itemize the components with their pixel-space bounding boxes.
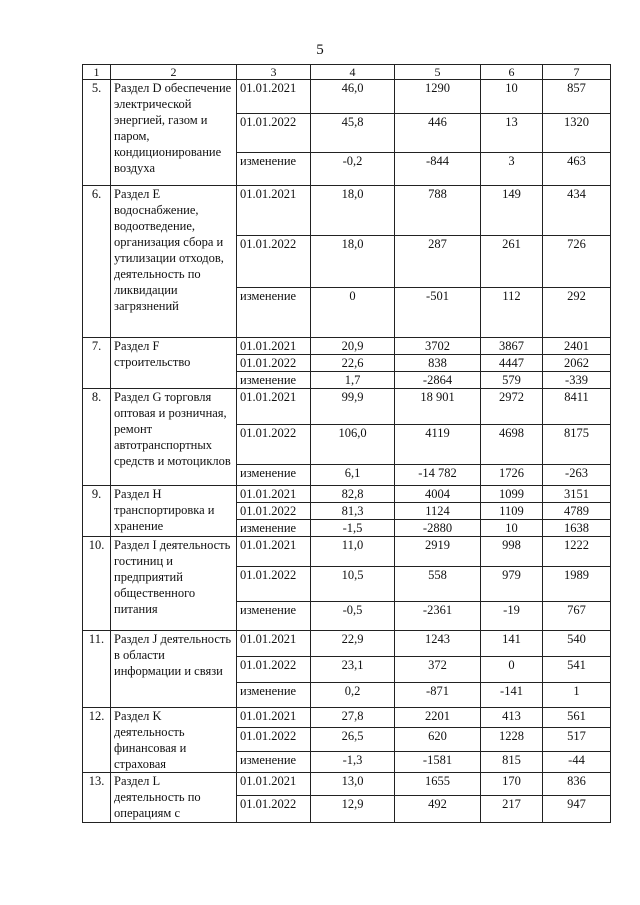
value-cell: 2972 bbox=[481, 389, 543, 425]
value-cell: 372 bbox=[395, 657, 481, 683]
value-cell: 1989 bbox=[543, 567, 611, 602]
date-cell: изменение bbox=[237, 288, 311, 338]
value-cell: 1222 bbox=[543, 537, 611, 567]
value-cell: 463 bbox=[543, 153, 611, 186]
date-cell: изменение bbox=[237, 372, 311, 389]
value-cell: 3867 bbox=[481, 338, 543, 355]
value-cell: 1243 bbox=[395, 631, 481, 657]
value-cell: 18,0 bbox=[311, 186, 395, 236]
value-cell: 1228 bbox=[481, 728, 543, 752]
value-cell: 217 bbox=[481, 796, 543, 823]
header-cell: 1 bbox=[83, 65, 111, 80]
value-cell: -871 bbox=[395, 683, 481, 708]
date-cell: 01.01.2022 bbox=[237, 796, 311, 823]
value-cell: 541 bbox=[543, 657, 611, 683]
value-cell: -1581 bbox=[395, 751, 481, 772]
value-cell: 788 bbox=[395, 186, 481, 236]
value-cell: 6,1 bbox=[311, 465, 395, 486]
value-cell: 112 bbox=[481, 288, 543, 338]
value-cell: -2880 bbox=[395, 520, 481, 537]
date-cell: 01.01.2021 bbox=[237, 537, 311, 567]
section-name: Раздел G торговля оптовая и розничная, ремонт автотранспортных средств и мотоциклов bbox=[111, 389, 237, 486]
value-cell: 292 bbox=[543, 288, 611, 338]
value-cell: 2919 bbox=[395, 537, 481, 567]
value-cell: 23,1 bbox=[311, 657, 395, 683]
value-cell: 561 bbox=[543, 708, 611, 728]
value-cell: -2864 bbox=[395, 372, 481, 389]
value-cell: 857 bbox=[543, 80, 611, 114]
value-cell: 26,5 bbox=[311, 728, 395, 752]
section-number: 6. bbox=[83, 186, 111, 338]
value-cell: -1,5 bbox=[311, 520, 395, 537]
date-cell: 01.01.2022 bbox=[237, 567, 311, 602]
value-cell: 20,9 bbox=[311, 338, 395, 355]
value-cell: 558 bbox=[395, 567, 481, 602]
value-cell: 2201 bbox=[395, 708, 481, 728]
table-row bbox=[83, 537, 611, 567]
value-cell: 1099 bbox=[481, 486, 543, 503]
value-cell: 446 bbox=[395, 114, 481, 153]
value-cell: 10,5 bbox=[311, 567, 395, 602]
header-cell: 7 bbox=[543, 65, 611, 80]
value-cell: 1320 bbox=[543, 114, 611, 153]
date-cell: 01.01.2022 bbox=[237, 236, 311, 288]
date-cell: 01.01.2021 bbox=[237, 773, 311, 796]
value-cell: 4119 bbox=[395, 425, 481, 465]
header-cell: 3 bbox=[237, 65, 311, 80]
date-cell: изменение bbox=[237, 153, 311, 186]
value-cell: -844 bbox=[395, 153, 481, 186]
date-cell: изменение bbox=[237, 602, 311, 631]
table-row bbox=[83, 186, 611, 236]
value-cell: 81,3 bbox=[311, 503, 395, 520]
header-cell: 4 bbox=[311, 65, 395, 80]
value-cell: 3702 bbox=[395, 338, 481, 355]
value-cell: 99,9 bbox=[311, 389, 395, 425]
date-cell: 01.01.2021 bbox=[237, 186, 311, 236]
value-cell: -0,2 bbox=[311, 153, 395, 186]
value-cell: 2062 bbox=[543, 355, 611, 372]
date-cell: 01.01.2021 bbox=[237, 631, 311, 657]
value-cell: 10 bbox=[481, 80, 543, 114]
date-cell: 01.01.2021 bbox=[237, 708, 311, 728]
value-cell: 0,2 bbox=[311, 683, 395, 708]
section-name: Раздел H транспортировка и хранение bbox=[111, 486, 237, 537]
value-cell: 517 bbox=[543, 728, 611, 752]
date-cell: изменение bbox=[237, 683, 311, 708]
value-cell: 1,7 bbox=[311, 372, 395, 389]
table-row bbox=[83, 486, 611, 503]
date-cell: изменение bbox=[237, 751, 311, 772]
value-cell: -2361 bbox=[395, 602, 481, 631]
date-cell: 01.01.2021 bbox=[237, 80, 311, 114]
section-number: 13. bbox=[83, 773, 111, 823]
section-name: Раздел K деятельность финансовая и страховая bbox=[111, 708, 237, 773]
table-row bbox=[83, 338, 611, 355]
value-cell: 13,0 bbox=[311, 773, 395, 796]
date-cell: изменение bbox=[237, 465, 311, 486]
value-cell: 141 bbox=[481, 631, 543, 657]
header-cell: 6 bbox=[481, 65, 543, 80]
value-cell: -263 bbox=[543, 465, 611, 486]
value-cell: 1726 bbox=[481, 465, 543, 486]
value-cell: 836 bbox=[543, 773, 611, 796]
table-row bbox=[83, 631, 611, 657]
section-name: Раздел D обеспечение электрической энергией, газом и паром, кондиционирование воздуха bbox=[111, 80, 237, 186]
header-row bbox=[83, 65, 611, 80]
value-cell: 45,8 bbox=[311, 114, 395, 153]
value-cell: -339 bbox=[543, 372, 611, 389]
value-cell: 579 bbox=[481, 372, 543, 389]
value-cell: 0 bbox=[311, 288, 395, 338]
value-cell: 0 bbox=[481, 657, 543, 683]
value-cell: 8411 bbox=[543, 389, 611, 425]
page-number: 5 bbox=[316, 42, 324, 58]
table-row bbox=[83, 389, 611, 425]
value-cell: 12,9 bbox=[311, 796, 395, 823]
value-cell: 620 bbox=[395, 728, 481, 752]
value-cell: 540 bbox=[543, 631, 611, 657]
date-cell: изменение bbox=[237, 520, 311, 537]
value-cell: 27,8 bbox=[311, 708, 395, 728]
date-cell: 01.01.2021 bbox=[237, 338, 311, 355]
section-number: 12. bbox=[83, 708, 111, 773]
value-cell: 1109 bbox=[481, 503, 543, 520]
value-cell: 10 bbox=[481, 520, 543, 537]
value-cell: 998 bbox=[481, 537, 543, 567]
value-cell: 767 bbox=[543, 602, 611, 631]
table-row bbox=[83, 80, 611, 114]
value-cell: 413 bbox=[481, 708, 543, 728]
header-cell: 2 bbox=[111, 65, 237, 80]
value-cell: -19 bbox=[481, 602, 543, 631]
section-number: 8. bbox=[83, 389, 111, 486]
value-cell: 22,6 bbox=[311, 355, 395, 372]
date-cell: 01.01.2022 bbox=[237, 657, 311, 683]
value-cell: 3151 bbox=[543, 486, 611, 503]
value-cell: 82,8 bbox=[311, 486, 395, 503]
section-name: Раздел I деятельность гостиниц и предприятий общественного питания bbox=[111, 537, 237, 631]
value-cell: 4004 bbox=[395, 486, 481, 503]
value-cell: 18,0 bbox=[311, 236, 395, 288]
value-cell: 4698 bbox=[481, 425, 543, 465]
value-cell: 18 901 bbox=[395, 389, 481, 425]
section-number: 5. bbox=[83, 80, 111, 186]
value-cell: 1638 bbox=[543, 520, 611, 537]
value-cell: -1,3 bbox=[311, 751, 395, 772]
value-cell: 8175 bbox=[543, 425, 611, 465]
date-cell: 01.01.2022 bbox=[237, 355, 311, 372]
section-number: 7. bbox=[83, 338, 111, 389]
value-cell: 838 bbox=[395, 355, 481, 372]
value-cell: 1 bbox=[543, 683, 611, 708]
value-cell: 492 bbox=[395, 796, 481, 823]
section-number: 10. bbox=[83, 537, 111, 631]
date-cell: 01.01.2022 bbox=[237, 503, 311, 520]
value-cell: 947 bbox=[543, 796, 611, 823]
date-cell: 01.01.2022 bbox=[237, 114, 311, 153]
value-cell: -0,5 bbox=[311, 602, 395, 631]
value-cell: 22,9 bbox=[311, 631, 395, 657]
value-cell: 1290 bbox=[395, 80, 481, 114]
table-row bbox=[83, 708, 611, 728]
date-cell: 01.01.2021 bbox=[237, 389, 311, 425]
value-cell: 979 bbox=[481, 567, 543, 602]
value-cell: -14 782 bbox=[395, 465, 481, 486]
section-name: Раздел J деятельность в области информации и связи bbox=[111, 631, 237, 708]
value-cell: 170 bbox=[481, 773, 543, 796]
value-cell: 4789 bbox=[543, 503, 611, 520]
value-cell: 4447 bbox=[481, 355, 543, 372]
section-name: Раздел L деятельность по операциям с bbox=[111, 773, 237, 823]
value-cell: -501 bbox=[395, 288, 481, 338]
value-cell: 149 bbox=[481, 186, 543, 236]
date-cell: 01.01.2021 bbox=[237, 486, 311, 503]
value-cell: 1124 bbox=[395, 503, 481, 520]
date-cell: 01.01.2022 bbox=[237, 728, 311, 752]
value-cell: 726 bbox=[543, 236, 611, 288]
value-cell: 11,0 bbox=[311, 537, 395, 567]
value-cell: 434 bbox=[543, 186, 611, 236]
value-cell: 2401 bbox=[543, 338, 611, 355]
section-name: Раздел E водоснабжение, водоотведение, организация сбора и утилизации отходов, деятельность по ликвидации загрязнений bbox=[111, 186, 237, 338]
date-cell: 01.01.2022 bbox=[237, 425, 311, 465]
value-cell: 287 bbox=[395, 236, 481, 288]
table-row bbox=[83, 773, 611, 796]
section-name: Раздел F строительство bbox=[111, 338, 237, 389]
data-table bbox=[82, 64, 611, 823]
value-cell: 46,0 bbox=[311, 80, 395, 114]
value-cell: -44 bbox=[543, 751, 611, 772]
value-cell: 1655 bbox=[395, 773, 481, 796]
value-cell: 3 bbox=[481, 153, 543, 186]
section-number: 9. bbox=[83, 486, 111, 537]
value-cell: 261 bbox=[481, 236, 543, 288]
value-cell: 815 bbox=[481, 751, 543, 772]
value-cell: 106,0 bbox=[311, 425, 395, 465]
value-cell: -141 bbox=[481, 683, 543, 708]
value-cell: 13 bbox=[481, 114, 543, 153]
header-cell: 5 bbox=[395, 65, 481, 80]
section-number: 11. bbox=[83, 631, 111, 708]
